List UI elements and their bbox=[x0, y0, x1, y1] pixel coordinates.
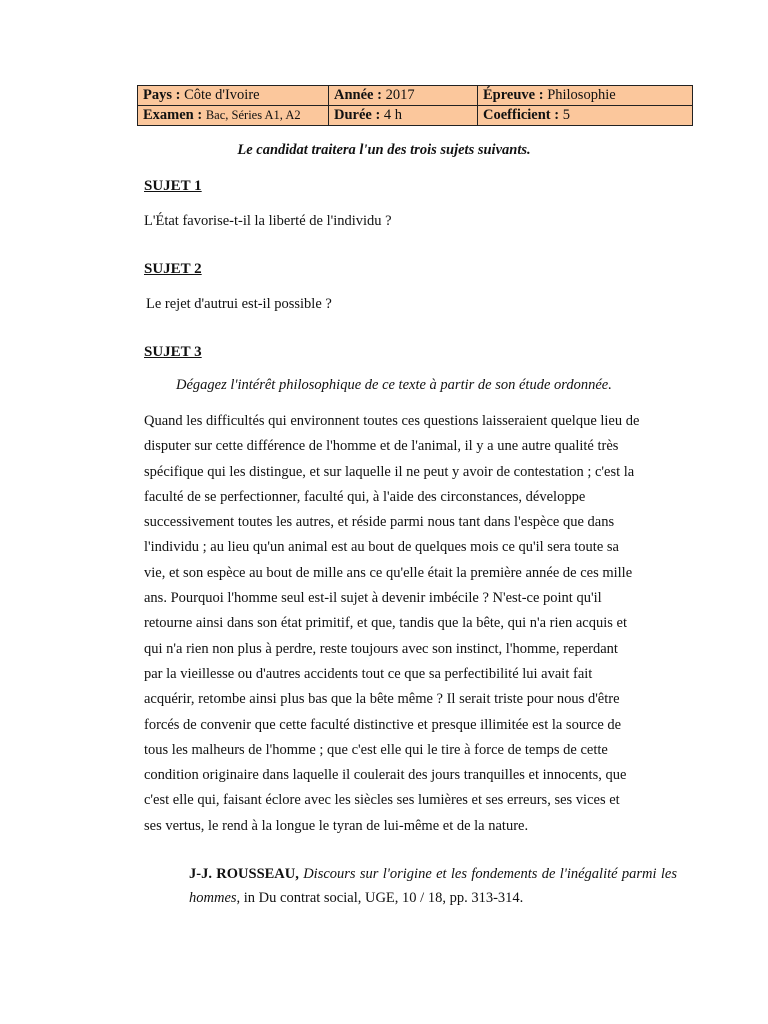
sujet-3-title: SUJET 3 bbox=[144, 344, 202, 360]
sujet-3-consigne: Dégagez l'intérêt philosophique de ce texte à partir de son étude ordonnée. bbox=[176, 377, 612, 393]
text-line: qui n'a rien non plus à perdre, reste toujours avec son instinct, l'homme, reperdant bbox=[144, 640, 618, 657]
text-line: faculté de se perfectionner, faculté qui, à l'aide des circonstances, développe bbox=[144, 488, 586, 505]
text-reference bbox=[189, 862, 677, 910]
annee-cell bbox=[329, 86, 478, 106]
text-line: c'est elle qui, faisant éclore avec les siècles ses lumières et ses erreurs, ses vices et bbox=[144, 792, 620, 809]
text-line: acquérir, retombe ainsi plus bas que la bête même ? Il serait triste pour nous d'être bbox=[144, 691, 620, 708]
exam-header-table bbox=[137, 85, 693, 126]
annee-label: Année : bbox=[334, 87, 382, 103]
text-line: vie, et son espèce au bout de mille ans ce qu'elle était la première année de ces mille bbox=[144, 564, 633, 581]
text-passage bbox=[144, 409, 676, 839]
text-line: l'individu ; au lieu qu'un animal est au bout de quelques mois ce qu'il sera toute sa bbox=[144, 539, 619, 556]
duree-cell bbox=[329, 106, 478, 126]
sujet-2-title: SUJET 2 bbox=[144, 261, 202, 277]
epreuve-value: Philosophie bbox=[547, 87, 616, 103]
sujet-2-question: Le rejet d'autrui est-il possible ? bbox=[146, 296, 332, 312]
text-line: forcés de convenir que cette faculté distinctive et presque illimitée est la source de bbox=[144, 716, 622, 733]
header-row-1 bbox=[138, 86, 693, 106]
pays-value: Côte d'Ivoire bbox=[184, 87, 260, 103]
text-line: spécifique qui les distingue, et sur laquelle il ne peut y avoir de contestation ; c'est la bbox=[144, 463, 635, 480]
header-row-2 bbox=[138, 106, 693, 126]
text-line: condition originaire dans laquelle il coulerait des jours tranquilles et innocents, que bbox=[144, 767, 627, 784]
text-line: Quand les difficultés qui environnent toutes ces questions laisseraient quelque lieu de bbox=[144, 413, 640, 429]
text-line: par la vieillesse ou d'autres accidents tout ce que sa perfectibilité lui avait fait bbox=[144, 665, 593, 682]
examen-label: Examen : bbox=[143, 107, 203, 123]
sujet-1-question: L'État favorise-t-il la liberté de l'individu ? bbox=[144, 213, 392, 229]
reference-title: Discours sur l'origine et les fondements de l'inégalité parmi les hommes bbox=[189, 866, 677, 906]
coefficient-value: 5 bbox=[562, 107, 570, 123]
coefficient-cell bbox=[478, 106, 693, 126]
epreuve-cell bbox=[478, 86, 693, 106]
text-line: tous les malheurs de l'homme ; que c'est elle qui le tire à force de temps de cette bbox=[144, 741, 608, 758]
sujet-1-title: SUJET 1 bbox=[144, 178, 202, 194]
text-line: ans. Pourquoi l'homme seul est-il sujet à devenir imbécile ? N'est-ce point qu'il bbox=[144, 590, 602, 607]
duree-value: 4 h bbox=[383, 107, 403, 123]
examen-cell bbox=[138, 106, 329, 126]
epreuve-label: Épreuve : bbox=[483, 87, 544, 103]
text-line: ses vertus, le rend à la longue le tyran de lui-même et de la nature. bbox=[144, 817, 529, 834]
examen-value: Bac, Séries A1, A2 bbox=[205, 108, 301, 122]
text-line: retourne ainsi dans son état primitif, et que, tandis que la bête, qui n'a rien acquis et bbox=[144, 615, 627, 632]
pays-label: Pays : bbox=[143, 87, 181, 103]
text-line: disputer sur cette différence de l'homme et de l'animal, il y a une autre qualité très bbox=[144, 438, 619, 455]
text-line: successivement toutes les autres, et réside parmi nous tant dans l'espèce que dans bbox=[144, 514, 615, 531]
instruction-text: Le candidat traitera l'un des trois sujets suivants. bbox=[237, 142, 531, 158]
duree-label: Durée : bbox=[334, 107, 381, 123]
reference-author: J-J. ROUSSEAU, bbox=[189, 866, 299, 882]
reference-source: , in Du contrat social, UGE, 10 / 18, pp. 313-314. bbox=[236, 890, 524, 906]
coefficient-label: Coefficient : bbox=[483, 107, 560, 123]
annee-value: 2017 bbox=[385, 87, 415, 103]
pays-cell bbox=[138, 86, 329, 106]
